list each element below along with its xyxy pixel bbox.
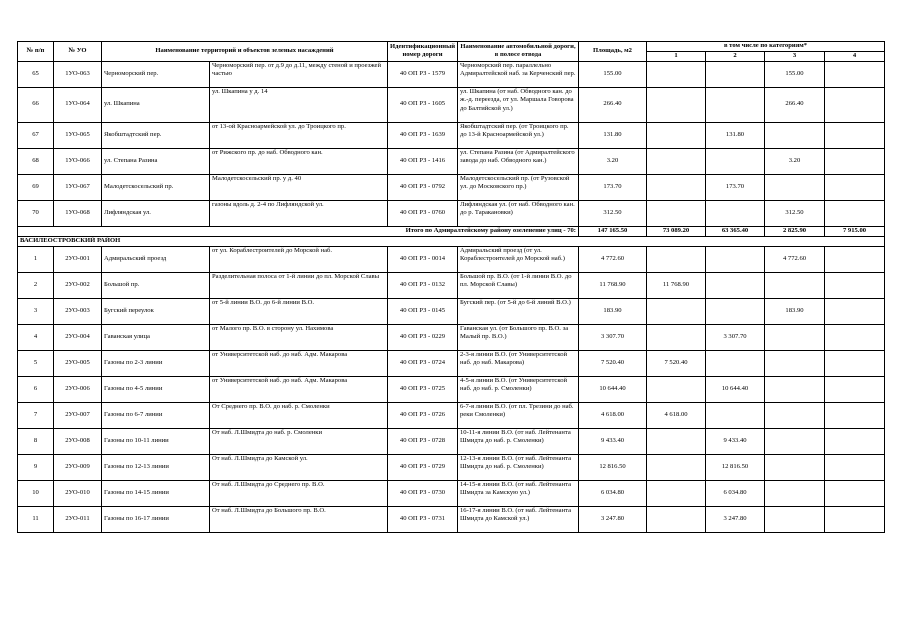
row-object-name: Большой пр. (102, 272, 210, 298)
row-cat1: 11 768.90 (647, 272, 706, 298)
row-number: 5 (18, 350, 54, 376)
row-cat4 (825, 200, 885, 226)
row-area: 4 618.00 (579, 402, 647, 428)
row-object-name: ул. Шкапина (102, 87, 210, 122)
table-row (18, 148, 885, 174)
row-description (210, 272, 388, 298)
row-uo-code: 2УО-008 (54, 428, 102, 454)
row-road-name-text: 16-17-я линии В.О. (от наб. Лейтенанта Шмидта до Камской ул.) (460, 506, 572, 523)
row-road-id: 40 ОП РЗ - 0726 (388, 402, 458, 428)
row-cat3 (765, 376, 825, 402)
row-object-name: Газоны по 12-13 линии (102, 454, 210, 480)
row-number: 68 (18, 148, 54, 174)
row-number: 2 (18, 272, 54, 298)
green-areas-table (17, 41, 885, 533)
row-cat1 (647, 200, 706, 226)
row-road-name-text: Малодетскосельский пр. (от Рузовской ул. до Московского пр.) (460, 174, 570, 191)
row-road-id: 40 ОП РЗ - 0792 (388, 174, 458, 200)
row-cat1 (647, 148, 706, 174)
row-description-text: от 13-ой Красноармейской ул. до Троицкого пр. (212, 122, 346, 130)
row-description-text: От Среднего пр. В.О. до наб. р. Смоленки (212, 402, 330, 410)
row-road-name (458, 402, 579, 428)
row-cat2 (706, 200, 765, 226)
row-cat1 (647, 61, 706, 87)
row-cat4 (825, 350, 885, 376)
row-cat4 (825, 246, 885, 272)
col-header-area: Площадь, м2 (579, 42, 647, 62)
row-cat4 (825, 298, 885, 324)
row-cat2 (706, 298, 765, 324)
row-description-text: от 5-й линии В.О. до 6-й линии В.О. (212, 298, 315, 306)
row-number: 70 (18, 200, 54, 226)
row-area: 312.50 (579, 200, 647, 226)
row-uo-code: 1УО-065 (54, 122, 102, 148)
row-object-name: Газоны по 14-15 линии (102, 480, 210, 506)
row-road-id: 40 ОП РЗ - 0729 (388, 454, 458, 480)
row-area: 131.80 (579, 122, 647, 148)
col-header-name: Наименование территорий и объектов зеленых насаждений (102, 42, 388, 62)
row-road-name-text: Якобштадтский пер. (от Троицкого пр. до 13-й Красноармейской ул.) (460, 122, 569, 139)
row-road-name (458, 428, 579, 454)
row-road-name (458, 506, 579, 532)
row-uo-code: 2УО-009 (54, 454, 102, 480)
row-object-name: Черноморский пер. (102, 61, 210, 87)
row-description (210, 454, 388, 480)
row-number: 6 (18, 376, 54, 402)
row-cat4 (825, 506, 885, 532)
row-cat1 (647, 87, 706, 122)
row-cat1 (647, 174, 706, 200)
row-road-name-text: 2-3-я линии В.О. (от Университетской наб. до наб. Макарова) (460, 350, 568, 367)
row-description (210, 350, 388, 376)
row-description-text: от ул. Кораблестроителей до Морской наб. (212, 246, 333, 254)
row-cat2: 173.70 (706, 174, 765, 200)
row-cat4 (825, 148, 885, 174)
total-cat2: 63 365.40 (706, 226, 765, 236)
row-area: 6 034.80 (579, 480, 647, 506)
row-area: 173.70 (579, 174, 647, 200)
row-uo-code: 1УО-064 (54, 87, 102, 122)
row-road-name (458, 122, 579, 148)
table-row (18, 87, 885, 122)
row-description (210, 480, 388, 506)
table-row (18, 174, 885, 200)
header-row (18, 42, 885, 52)
row-road-name (458, 376, 579, 402)
row-area: 3 247.80 (579, 506, 647, 532)
row-object-name: Газоны по 6-7 линии (102, 402, 210, 428)
row-cat3 (765, 324, 825, 350)
row-road-name-text: 4-5-я линии В.О. (от Университетской наб. до наб. р. Смоленки) (460, 376, 568, 393)
row-uo-code: 2УО-005 (54, 350, 102, 376)
row-road-name-text: 10-11-я линии В.О. (от наб. Лейтенанта Шмидта до наб. р. Смоленки) (460, 428, 571, 445)
row-description-text: Разделительная полоса от 1-й линии до пл. Морской Славы (212, 272, 380, 280)
row-cat2: 12 816.50 (706, 454, 765, 480)
row-area: 266.40 (579, 87, 647, 122)
table-row (18, 61, 885, 87)
row-cat3 (765, 272, 825, 298)
row-number: 1 (18, 246, 54, 272)
row-road-name-text: 6-7-я линии В.О. (от пл. Трезини до наб. реки Смоленки) (460, 402, 574, 419)
row-road-name-text: Черноморский пер. параллельно Адмиралтейской наб. за Керченский пер. (460, 61, 576, 78)
row-area: 9 433.40 (579, 428, 647, 454)
row-cat3: 312.50 (765, 200, 825, 226)
row-cat2 (706, 402, 765, 428)
table-row (18, 402, 885, 428)
row-cat4 (825, 428, 885, 454)
total-block (18, 226, 885, 246)
row-cat4 (825, 87, 885, 122)
row-number: 65 (18, 61, 54, 87)
row-road-name (458, 246, 579, 272)
row-cat1 (647, 480, 706, 506)
row-area: 183.90 (579, 298, 647, 324)
table-row (18, 298, 885, 324)
row-road-id: 40 ОП РЗ - 1579 (388, 61, 458, 87)
row-description (210, 87, 388, 122)
row-number: 69 (18, 174, 54, 200)
row-cat1: 4 618.00 (647, 402, 706, 428)
row-uo-code: 1УО-063 (54, 61, 102, 87)
row-road-id: 40 ОП РЗ - 0730 (388, 480, 458, 506)
row-cat3 (765, 428, 825, 454)
row-area: 10 644.40 (579, 376, 647, 402)
row-road-id: 40 ОП РЗ - 0725 (388, 376, 458, 402)
row-description-text: От наб. Л.Шмидта до Среднего пр. В.О. (212, 480, 325, 488)
table-row (18, 454, 885, 480)
row-road-id: 40 ОП РЗ - 1416 (388, 148, 458, 174)
row-number: 10 (18, 480, 54, 506)
row-object-name: Лифляндская ул. (102, 200, 210, 226)
row-cat3: 155.00 (765, 61, 825, 87)
row-cat3: 266.40 (765, 87, 825, 122)
row-road-id: 40 ОП РЗ - 0731 (388, 506, 458, 532)
row-cat2: 3 247.80 (706, 506, 765, 532)
table-row (18, 122, 885, 148)
row-cat1 (647, 428, 706, 454)
table-row (18, 506, 885, 532)
row-cat3: 3.20 (765, 148, 825, 174)
row-description-text: ул. Шкапина у д. 14 (212, 87, 268, 95)
total-area: 147 165.50 (579, 226, 647, 236)
row-cat2 (706, 246, 765, 272)
row-cat2 (706, 350, 765, 376)
row-uo-code: 2УО-007 (54, 402, 102, 428)
row-cat4 (825, 454, 885, 480)
row-road-name-text: 14-15-я линии В.О. (от наб. Лейтенанта Шмидта за Камскую ул.) (460, 480, 572, 497)
row-description-text: От наб. Л.Шмидта до Большого пр. В.О. (212, 506, 326, 514)
row-cat4 (825, 324, 885, 350)
col-header-cat4: 4 (825, 52, 885, 62)
row-area: 3.20 (579, 148, 647, 174)
row-number: 8 (18, 428, 54, 454)
row-number: 11 (18, 506, 54, 532)
row-cat2: 131.80 (706, 122, 765, 148)
row-object-name: Гаванская улица (102, 324, 210, 350)
col-header-id: Идентификационный номер дороги (388, 42, 458, 62)
row-description (210, 324, 388, 350)
section-title: ВАСИЛЕОСТРОВСКИЙ РАЙОН (18, 236, 885, 246)
col-header-cat3: 3 (765, 52, 825, 62)
row-cat3 (765, 480, 825, 506)
table-row (18, 376, 885, 402)
row-cat1 (647, 506, 706, 532)
row-description-text: от Рижского пр. до наб. Обводного кан. (212, 148, 323, 156)
row-uo-code: 2УО-004 (54, 324, 102, 350)
row-cat1 (647, 298, 706, 324)
row-cat1 (647, 122, 706, 148)
total-cat4: 7 915.00 (825, 226, 885, 236)
row-uo-code: 1УО-067 (54, 174, 102, 200)
row-uo-code: 2УО-010 (54, 480, 102, 506)
row-description (210, 402, 388, 428)
row-description-text: От наб. Л.Шмидта до Камской ул. (212, 454, 308, 462)
row-road-name (458, 480, 579, 506)
row-area: 11 768.90 (579, 272, 647, 298)
row-description-text: от Малого пр. В.О. в сторону ул. Нахимова (212, 324, 334, 332)
row-cat3: 183.90 (765, 298, 825, 324)
row-cat4 (825, 376, 885, 402)
row-cat1: 7 520.40 (647, 350, 706, 376)
row-description (210, 506, 388, 532)
row-number: 4 (18, 324, 54, 350)
row-uo-code: 2УО-011 (54, 506, 102, 532)
section-row (18, 236, 885, 246)
row-cat3 (765, 402, 825, 428)
row-description-text: Черноморский пер. от д.9 до д.11, между стеной и проезжей частью (212, 61, 381, 78)
total-cat3: 2 825.90 (765, 226, 825, 236)
row-cat4 (825, 174, 885, 200)
row-object-name: Адмиральский проезд (102, 246, 210, 272)
row-uo-code: 2УО-006 (54, 376, 102, 402)
row-road-name-text: ул. Шкапина (от наб. Обводного кан. до ж.-д. переезда, от ул. Маршала Говорова до Балтийской ул.) (460, 87, 574, 112)
row-cat2 (706, 148, 765, 174)
row-object-name: Газоны по 2-3 линии (102, 350, 210, 376)
table-row (18, 428, 885, 454)
row-number: 9 (18, 454, 54, 480)
col-header-cat2: 2 (706, 52, 765, 62)
row-road-name (458, 350, 579, 376)
total-label: Итого по Адмиралтейскому району озеленение улиц - 70: (18, 226, 579, 236)
row-road-name (458, 87, 579, 122)
row-object-name: Малодетскосельский пр. (102, 174, 210, 200)
row-road-id: 40 ОП РЗ - 0145 (388, 298, 458, 324)
row-road-name (458, 298, 579, 324)
row-cat4 (825, 480, 885, 506)
row-road-name-text: Лифляндская ул. (от наб. Обводного кан. до р. Таракановки) (460, 200, 575, 217)
row-description (210, 298, 388, 324)
row-cat4 (825, 272, 885, 298)
row-object-name: ул. Степана Разина (102, 148, 210, 174)
row-cat4 (825, 61, 885, 87)
row-road-name-text: Гаванская ул. (от Большого пр. В.О. за Малый пр. В.О.) (460, 324, 569, 341)
row-object-name: Газоны по 10-11 линии (102, 428, 210, 454)
row-uo-code: 1УО-066 (54, 148, 102, 174)
row-road-id: 40 ОП РЗ - 1605 (388, 87, 458, 122)
row-cat3 (765, 174, 825, 200)
row-description (210, 428, 388, 454)
row-road-name (458, 324, 579, 350)
row-cat3 (765, 350, 825, 376)
row-object-name: Газоны по 4-5 линии (102, 376, 210, 402)
row-road-id: 40 ОП РЗ - 0760 (388, 200, 458, 226)
row-description (210, 61, 388, 87)
row-road-name (458, 174, 579, 200)
col-header-cat1: 1 (647, 52, 706, 62)
row-cat4 (825, 122, 885, 148)
row-cat3 (765, 122, 825, 148)
row-area: 4 772.60 (579, 246, 647, 272)
row-description-text: От наб. Л.Шмидта до наб. р. Смоленки (212, 428, 323, 436)
table-row (18, 246, 885, 272)
row-description-text: от Университетской наб. до наб. Адм. Макарова (212, 376, 348, 384)
row-road-name (458, 272, 579, 298)
table-row (18, 200, 885, 226)
table-row (18, 324, 885, 350)
total-row (18, 226, 885, 236)
row-cat3 (765, 454, 825, 480)
row-road-name-text: Адмиральский проезд (от ул. Кораблестроителей до Морской наб.) (460, 246, 565, 263)
row-number: 67 (18, 122, 54, 148)
row-uo-code: 2УО-002 (54, 272, 102, 298)
row-cat1 (647, 454, 706, 480)
row-object-name: Газоны по 16-17 линии (102, 506, 210, 532)
row-object-name: Бугский переулок (102, 298, 210, 324)
row-cat1 (647, 376, 706, 402)
admiralteysky-rows (18, 61, 885, 226)
col-header-uo: № УО (54, 42, 102, 62)
row-cat4 (825, 402, 885, 428)
row-road-name (458, 61, 579, 87)
row-road-id: 40 ОП РЗ - 0728 (388, 428, 458, 454)
row-cat3: 4 772.60 (765, 246, 825, 272)
table-row (18, 350, 885, 376)
row-cat2: 6 034.80 (706, 480, 765, 506)
row-uo-code: 2УО-003 (54, 298, 102, 324)
row-cat1 (647, 246, 706, 272)
row-road-id: 40 ОП РЗ - 0229 (388, 324, 458, 350)
row-road-id: 40 ОП РЗ - 1639 (388, 122, 458, 148)
row-description-text: газоны вдоль д. 2-4 по Лифляндской ул. (212, 200, 324, 208)
row-cat2: 3 307.70 (706, 324, 765, 350)
register-sheet (17, 41, 884, 533)
row-description-text: Малодетскосельский пр. у д. 40 (212, 174, 302, 182)
row-road-id: 40 ОП РЗ - 0724 (388, 350, 458, 376)
row-road-name-text: Большой пр. В.О. (от 1-й линии В.О. до пл. Морской Славы) (460, 272, 572, 289)
row-description (210, 200, 388, 226)
vasileostrovsky-rows (18, 246, 885, 532)
col-header-np: № п/п (18, 42, 54, 62)
row-area: 3 307.70 (579, 324, 647, 350)
row-road-name-text: 12-13-я линии В.О. (от наб. Лейтенанта Шмидта до наб. р. Смоленки) (460, 454, 572, 471)
row-description (210, 174, 388, 200)
row-cat2 (706, 272, 765, 298)
row-road-name (458, 200, 579, 226)
table-row (18, 480, 885, 506)
row-road-name (458, 454, 579, 480)
row-description (210, 122, 388, 148)
row-uo-code: 1УО-068 (54, 200, 102, 226)
row-road-id: 40 ОП РЗ - 0132 (388, 272, 458, 298)
row-road-name-text: Бугский пер. (от 5-й до 6-й линий В.О.) (460, 298, 571, 306)
row-description-text: от Университетской наб. до наб. Адм. Макарова (212, 350, 348, 358)
total-cat1: 73 089.20 (647, 226, 706, 236)
row-area: 7 520.40 (579, 350, 647, 376)
col-header-categories: в том числе по категориям* (647, 42, 885, 52)
table-row (18, 272, 885, 298)
col-header-road: Наименование автомобильной дороги, в полосе отвода (458, 42, 579, 62)
row-description (210, 246, 388, 272)
row-cat2 (706, 87, 765, 122)
row-cat1 (647, 324, 706, 350)
row-number: 7 (18, 402, 54, 428)
row-uo-code: 2УО-001 (54, 246, 102, 272)
row-area: 155.00 (579, 61, 647, 87)
row-description (210, 148, 388, 174)
row-area: 12 816.50 (579, 454, 647, 480)
row-road-name-text: ул. Степана Разина (от Адмиралтейского завода до наб. Обводного кан.) (460, 148, 575, 165)
row-cat3 (765, 506, 825, 532)
row-cat2: 9 433.40 (706, 428, 765, 454)
row-cat2: 10 644.40 (706, 376, 765, 402)
row-number: 3 (18, 298, 54, 324)
row-number: 66 (18, 87, 54, 122)
row-object-name: Якобштадтский пер. (102, 122, 210, 148)
row-cat2 (706, 61, 765, 87)
row-description (210, 376, 388, 402)
row-road-id: 40 ОП РЗ - 0014 (388, 246, 458, 272)
row-road-name (458, 148, 579, 174)
